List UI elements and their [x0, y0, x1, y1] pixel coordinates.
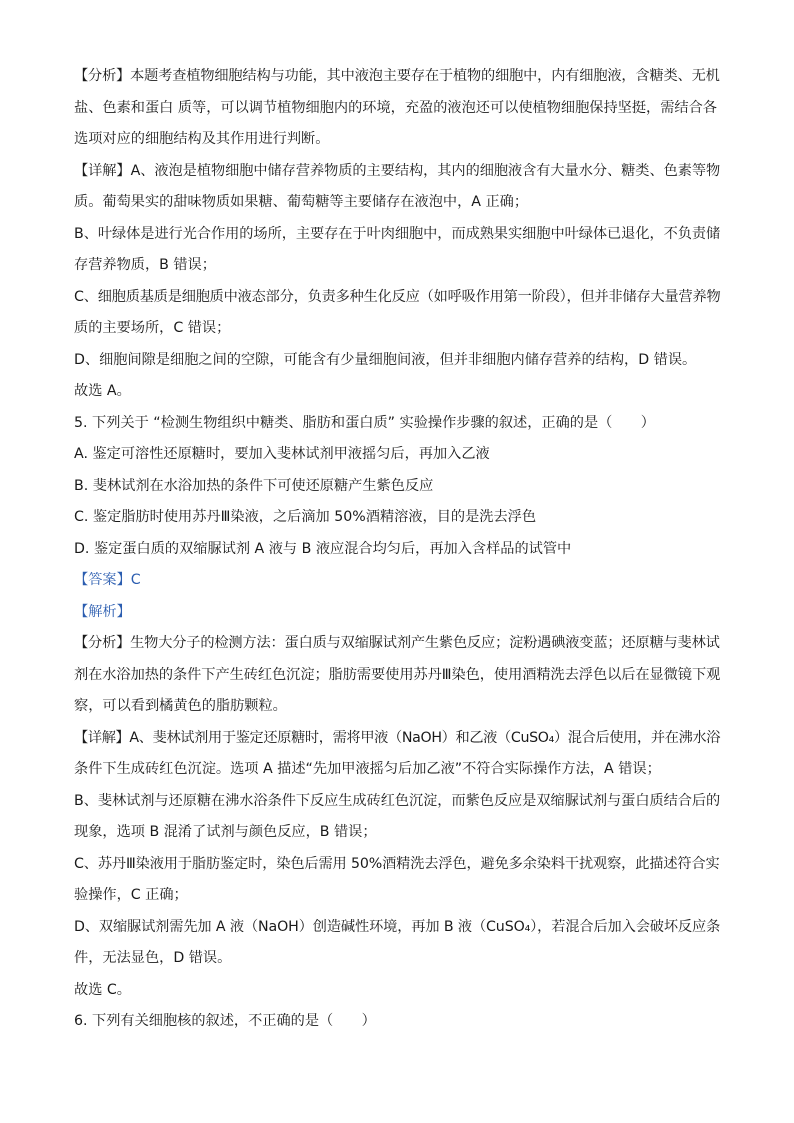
detail-paragraph-line-2: 质。葡萄果实的甜味物质如果糖、葡萄糖等主要储存在液泡中，A 正确； — [74, 194, 529, 210]
q5-detail-b-line-1: B、斐林试剂与还原糖在沸水浴条件下反应生成砖红色沉淀，而紫色反应是双缩脲试剂与蛋白质结合后的 — [74, 793, 721, 809]
detail-option-c-line-2: 质的主要场所，C 错误； — [74, 320, 231, 336]
question-5-option-b: B. 斐林试剂在水浴加热的条件下可使还原糖产生紫色反应 — [74, 478, 434, 494]
detail-option-d-line: D、细胞间隙是细胞之间的空隙，可能含有少量细胞间液，但并非细胞内储存营养的结构，D 错误。 — [74, 352, 697, 368]
question-5-stem: 5. 下列关于 “检测生物组织中糖类、脂肪和蛋白质” 实验操作步骤的叙述，正确的是（ ） — [74, 415, 655, 431]
q5-detail-d-line-1: D、双缩脲试剂需先加 A 液（NaOH）创造碱性环境，再加 B 液（CuSO₄），若混合后加入会破坏反应条 — [74, 919, 721, 935]
q5-analysis-line-2: 剂在水浴加热的条件下产生砖红色沉淀；脂肪需要使用苏丹Ⅲ染色，使用酒精洗去浮色以后在显微镜下观 — [74, 667, 721, 683]
q5-detail-a-line-2: 条件下生成砖红色沉淀。选项 A 描述“先加甲液摇匀后加乙液”不符合实际操作方法，A 错误； — [74, 761, 661, 777]
q5-detail-d-line-2: 件，无法显色，D 错误。 — [74, 950, 232, 966]
question-5-option-a: A. 鉴定可溶性还原糖时，要加入斐林试剂甲液摇匀后，再加入乙液 — [74, 446, 490, 462]
detail-option-b-line-2: 存营养物质，B 错误； — [74, 257, 216, 273]
question-5-option-c: C. 鉴定脂肪时使用苏丹Ⅲ染液，之后滴加 50%酒精溶液，目的是洗去浮色 — [74, 509, 537, 525]
detail-paragraph-line-1: 【详解】A、液泡是植物细胞中储存营养物质的主要结构，其内的细胞液含有大量水分、糖类、色素等物 — [74, 163, 721, 179]
explanation-label: 【解析】 — [74, 604, 131, 620]
answer-label: 【答案】C — [74, 572, 141, 588]
q5-detail-c-line-2: 验操作，C 正确； — [74, 887, 188, 903]
q5-detail-b-line-2: 现象，选项 B 混淆了试剂与颜色反应，B 错误； — [74, 824, 377, 840]
question-5-option-d: D. 鉴定蛋白质的双缩脲试剂 A 液与 B 液应混合均匀后，再加入含样品的试管中 — [74, 541, 572, 557]
q5-conclusion-line: 故选 C。 — [74, 982, 131, 998]
conclusion-line: 故选 A。 — [74, 383, 131, 399]
q5-detail-c-line-1: C、苏丹Ⅲ染液用于脂肪鉴定时，染色后需用 50%酒精洗去浮色，避免多余染料干扰观察，此描述符合实 — [74, 856, 720, 872]
q5-analysis-line-1: 【分析】生物大分子的检测方法：蛋白质与双缩脲试剂产生紫色反应；淀粉遇碘液变蓝；还原糖与斐林试 — [74, 635, 720, 651]
detail-option-c-line-1: C、细胞质基质是细胞质中液态部分，负责多种生化反应（如呼吸作用第一阶段），但并非储存大量营养物 — [74, 289, 721, 305]
analysis-paragraph-line-3: 选项对应的细胞结构及其作用进行判断。 — [74, 131, 330, 147]
analysis-paragraph-line-1: 【分析】本题考查植物细胞结构与功能，其中液泡主要存在于植物的细胞中，内有细胞液，含糖类、无机 — [74, 68, 720, 84]
q5-analysis-line-3: 察，可以看到橘黄色的脂肪颗粒。 — [74, 698, 287, 714]
detail-option-b-line-1: B、叶绿体是进行光合作用的场所，主要存在于叶肉细胞中，而成熟果实细胞中叶绿体已退化，不负责储 — [74, 226, 721, 242]
q5-detail-a-line-1: 【详解】A、斐林试剂用于鉴定还原糖时，需将甲液（NaOH）和乙液（CuSO₄）混合后使用，并在沸水浴 — [74, 730, 721, 746]
analysis-paragraph-line-2: 盐、色素和蛋白 质等，可以调节植物细胞内的环境，充盈的液泡还可以使植物细胞保持坚挺，需结合各 — [74, 100, 717, 116]
question-6-stem: 6. 下列有关细胞核的叙述，不正确的是（ ） — [74, 1013, 376, 1029]
